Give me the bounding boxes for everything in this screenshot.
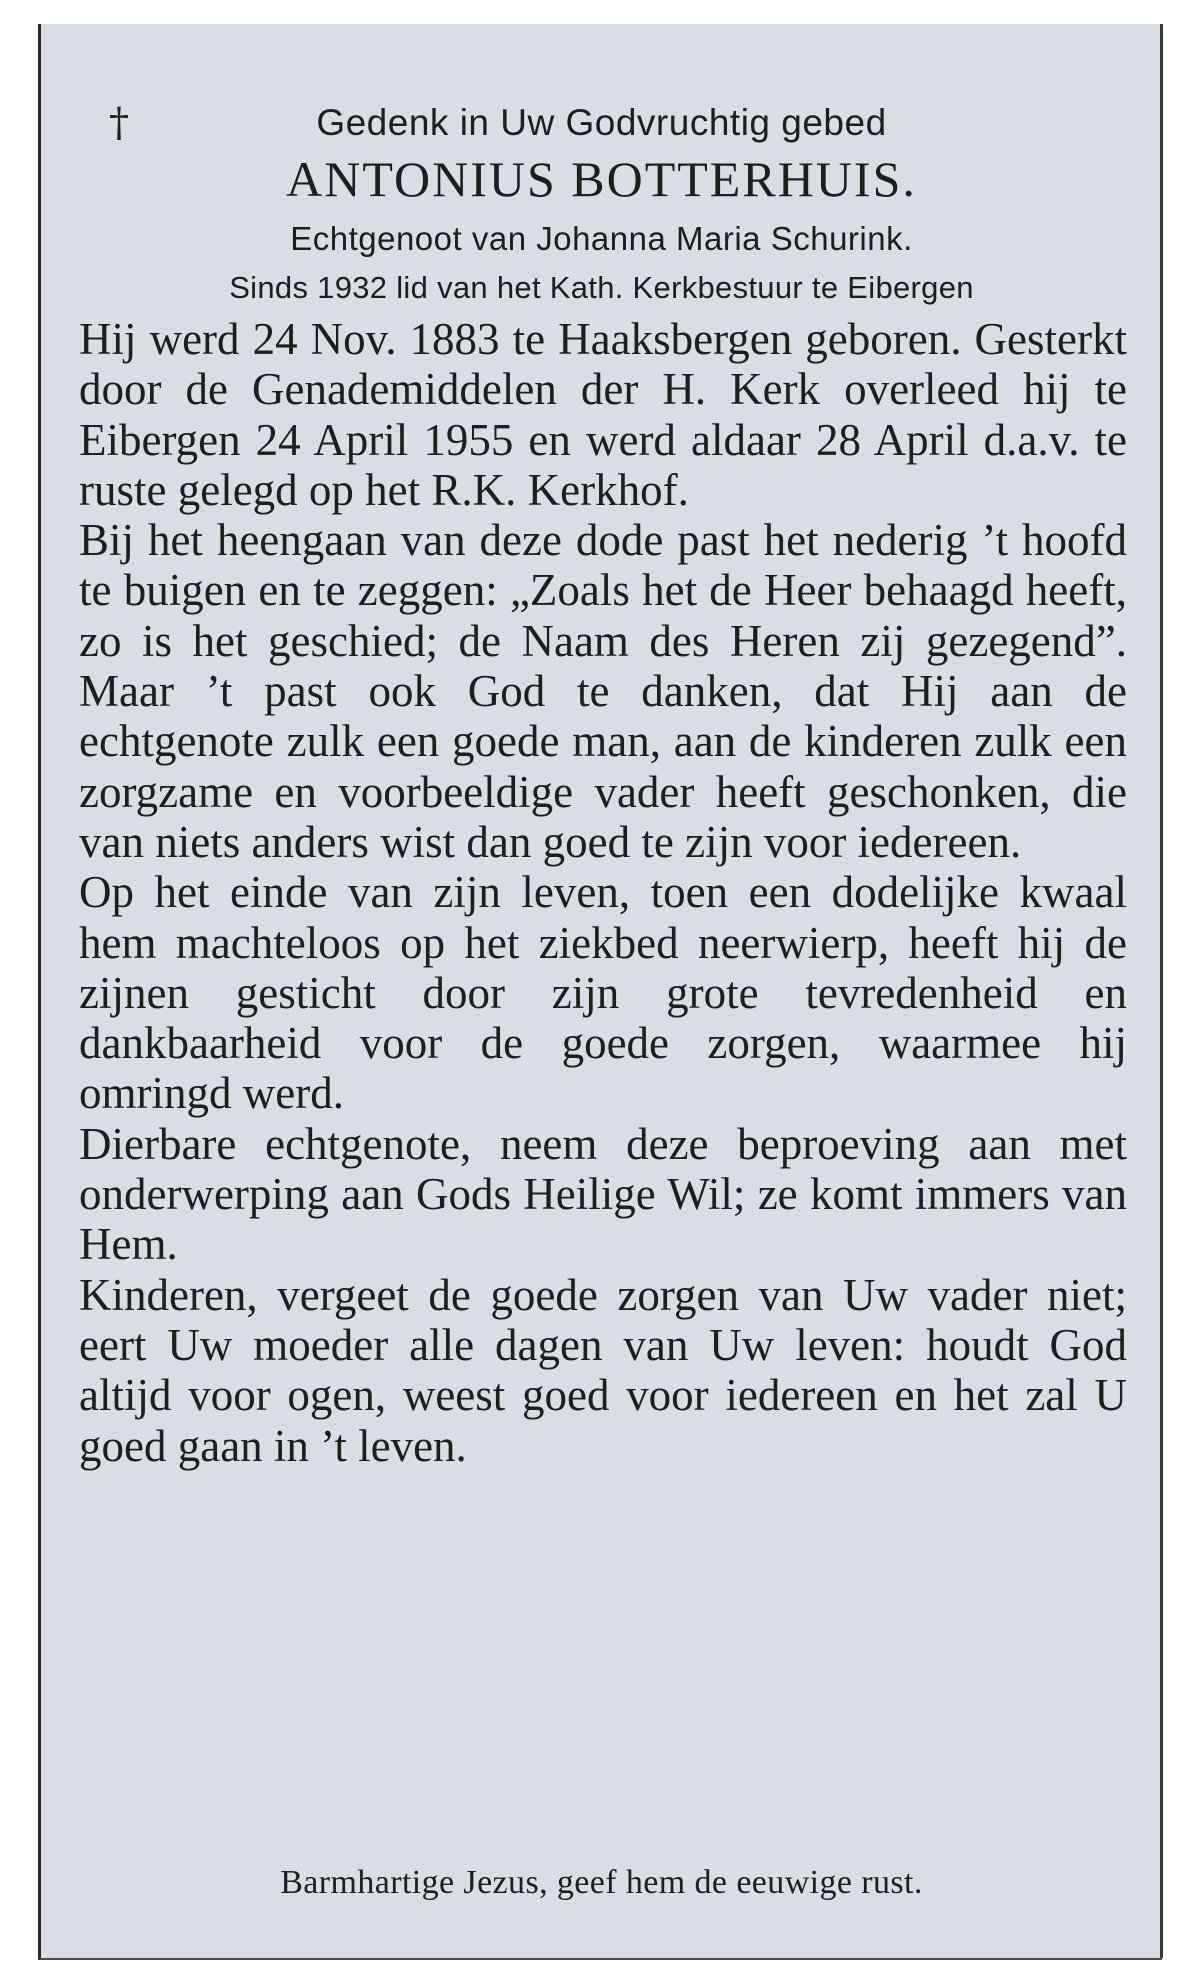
prayer-line: Gedenk in Uw Godvruchtig gebed	[316, 102, 887, 143]
paragraph-gratitude: Bij het heengaan van deze dode past het nederig ’t hoofd te buigen en te zeggen: „Zoals het de Heer behaagd heeft, zo is het geschied; de Naam des Heren zij gezegend”. Maar ’t past ook God te danken, dat Hij aan de echtgenote zulk een goede man, aan de kinderen zulk een zorgzame en voorbeeldige vader heeft geschonken, die van niets anders wist dan goed te zijn voor iedereen.	[79, 515, 1127, 867]
deceased-name: ANTONIUS BOTTERHUIS.	[286, 151, 917, 207]
memorial-text	[79, 314, 1127, 1471]
paragraph-end-of-life: Op het einde van zijn leven, toen een dodelijke kwaal hem machteloos op het ziekbed neerwierp, heeft hij de zijnen gesticht door zijn grote tevredenheid en dankbaarheid voor de goede zorgen, waarmee hij omringd werd.	[79, 867, 1127, 1119]
closing-prayer: Barmhartige Jezus, geef hem de eeuwige rust.	[280, 1864, 923, 1901]
memorial-card	[38, 24, 1162, 1960]
paragraph-spouse: Dierbare echtgenote, neem deze beproeving aan met onderwerping aan Gods Heilige Wil; ze komt immers van Hem.	[79, 1118, 1127, 1270]
cross-icon: †	[109, 100, 129, 146]
church-board-line: Sinds 1932 lid van het Kath. Kerkbestuur te Eibergen	[229, 270, 974, 305]
paragraph-children: Kinderen, vergeet de goede zorgen van Uw vader niet; eert Uw moeder alle dagen van Uw leven: houdt God altijd voor ogen, weest goed voor iedereen en het zal U goed gaan in ’t leven.	[79, 1269, 1127, 1471]
spouse-line: Echtgenoot van Johanna Maria Schurink.	[290, 220, 913, 257]
paragraph-birth-death: Hij werd 24 Nov. 1883 te Haaksbergen geboren. Gesterkt door de Genademiddelen der H. Kerk overleed hij te Eibergen 24 April 1955 en werd aldaar 28 April d.a.v. te ruste gelegd op het R.K. Kerkhof.	[79, 314, 1127, 515]
